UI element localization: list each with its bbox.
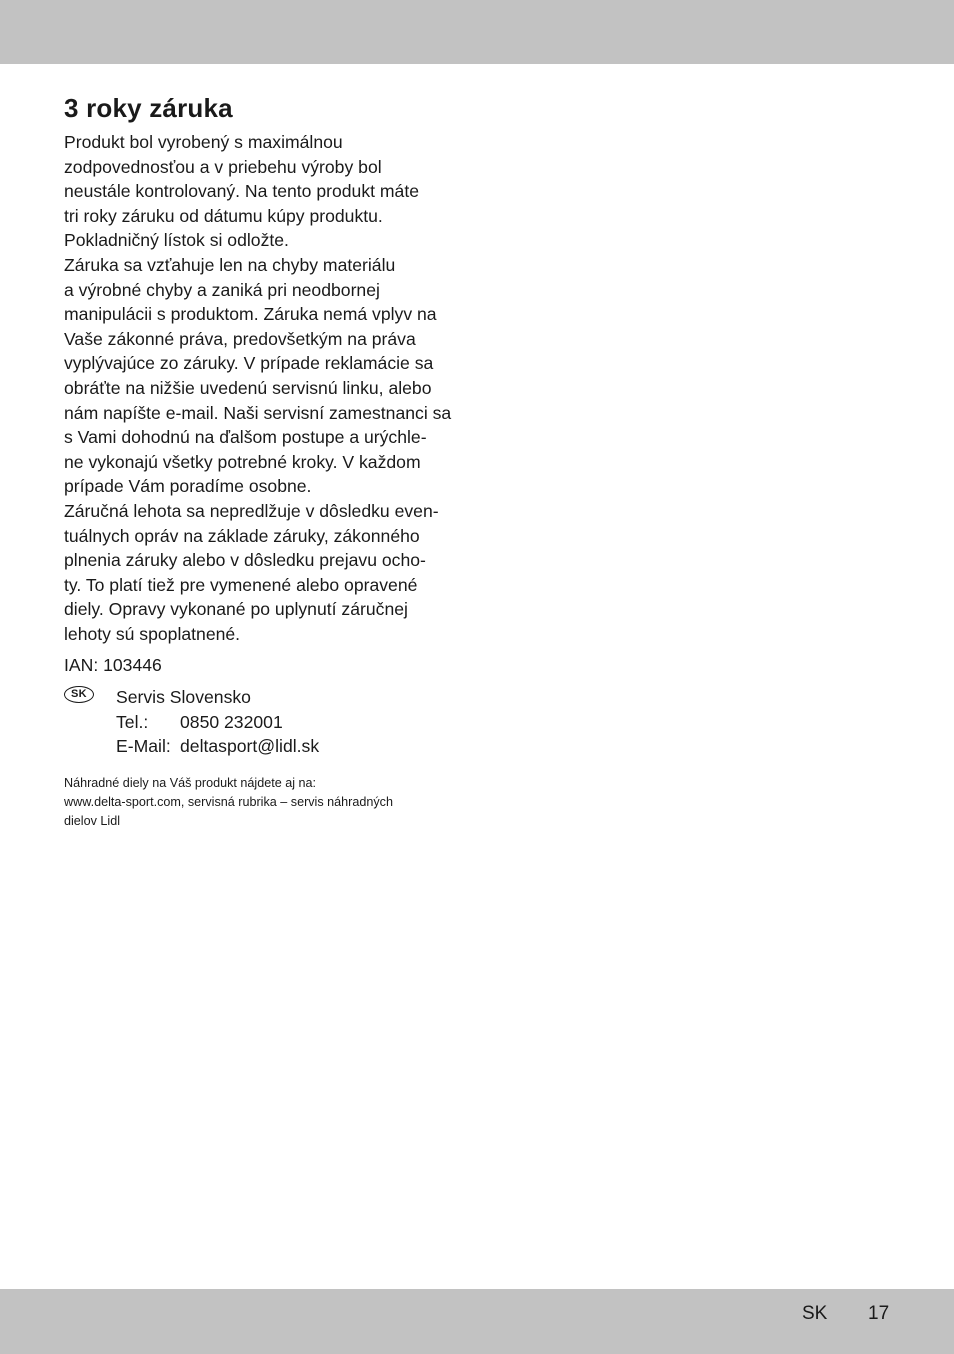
warranty-text-line: a výrobné chyby a zaniká pri neodbornej xyxy=(64,279,380,300)
warranty-text-line: zodpovednosťou a v priebehu výroby bol xyxy=(64,156,382,177)
warranty-text-line: prípade Vám poradíme osobne. xyxy=(64,476,312,497)
phone-label: Tel.: xyxy=(116,711,149,732)
warranty-text-line: neustále kontrolovaný. Na tento produkt máte xyxy=(64,181,420,202)
warranty-text-line: obráťte na nižšie uvedenú servisnú linku, alebo xyxy=(64,377,432,398)
warranty-text-line: vyplývajúce zo záruky. V prípade reklamácie sa xyxy=(64,353,434,374)
warranty-section xyxy=(64,92,464,831)
warranty-text-line: ty. To platí tiež pre vymenené alebo opravené xyxy=(64,574,418,595)
warranty-text-line: Záručná lehota sa nepredlžuje v dôsledku even- xyxy=(64,500,439,521)
ian-number: IAN: 103446 xyxy=(64,655,162,676)
warranty-text-line: s Vami dohodnú na ďalšom postupe a urýchle- xyxy=(64,427,427,448)
footer-language: SK xyxy=(802,1303,828,1324)
warranty-text xyxy=(64,130,464,646)
service-phone-row xyxy=(116,710,319,735)
warranty-text-line: diely. Opravy vykonané po uplynutí záručnej xyxy=(64,599,408,620)
email-label: E-Mail: xyxy=(116,736,171,757)
page-title: 3 roky záruka xyxy=(64,93,233,123)
warranty-text-line: Záruka sa vzťahuje len na chyby materiálu xyxy=(64,254,396,275)
warranty-text-line: nám napíšte e-mail. Naši servisní zamestnanci sa xyxy=(64,402,452,423)
warranty-text-line: Pokladničný lístok si odložte. xyxy=(64,230,289,251)
spare-parts-note xyxy=(64,774,464,831)
warranty-text-line: lehoty sú spoplatnené. xyxy=(64,623,241,644)
warranty-text-line: manipulácii s produktom. Záruka nemá vplyv na xyxy=(64,304,437,325)
spare-parts-note-line: www.delta-sport.com, servisná rubrika – servis náhradných xyxy=(64,795,393,810)
warranty-text-line: Vaše zákonné práva, predovšetkým na práva xyxy=(64,328,416,349)
spare-parts-note-line: dielov Lidl xyxy=(64,814,121,829)
warranty-text-line: tuálnych opráv na základe záruky, zákonného xyxy=(64,525,420,546)
spare-parts-note-line: Náhradné diely na Váš produkt nájdete aj na: xyxy=(64,776,317,791)
email-address: deltasport@lidl.sk xyxy=(180,736,320,757)
service-details xyxy=(116,685,319,759)
warranty-text-line: plnenia záruky alebo v dôsledku prejavu ocho- xyxy=(64,550,426,571)
header-band xyxy=(0,0,954,64)
warranty-text-line: ne vykonajú všetky potrebné kroky. V každom xyxy=(64,451,421,472)
phone-number: 0850 232001 xyxy=(180,711,283,732)
warranty-text-line: tri roky záruku od dátumu kúpy produktu. xyxy=(64,205,383,226)
service-name: Servis Slovensko xyxy=(116,687,251,708)
country-badge-icon: SK xyxy=(64,686,94,703)
service-contact xyxy=(64,685,464,759)
warranty-text-line: Produkt bol vyrobený s maximálnou xyxy=(64,132,343,152)
service-email-row xyxy=(116,734,319,759)
footer-page-number: 17 xyxy=(868,1303,890,1324)
